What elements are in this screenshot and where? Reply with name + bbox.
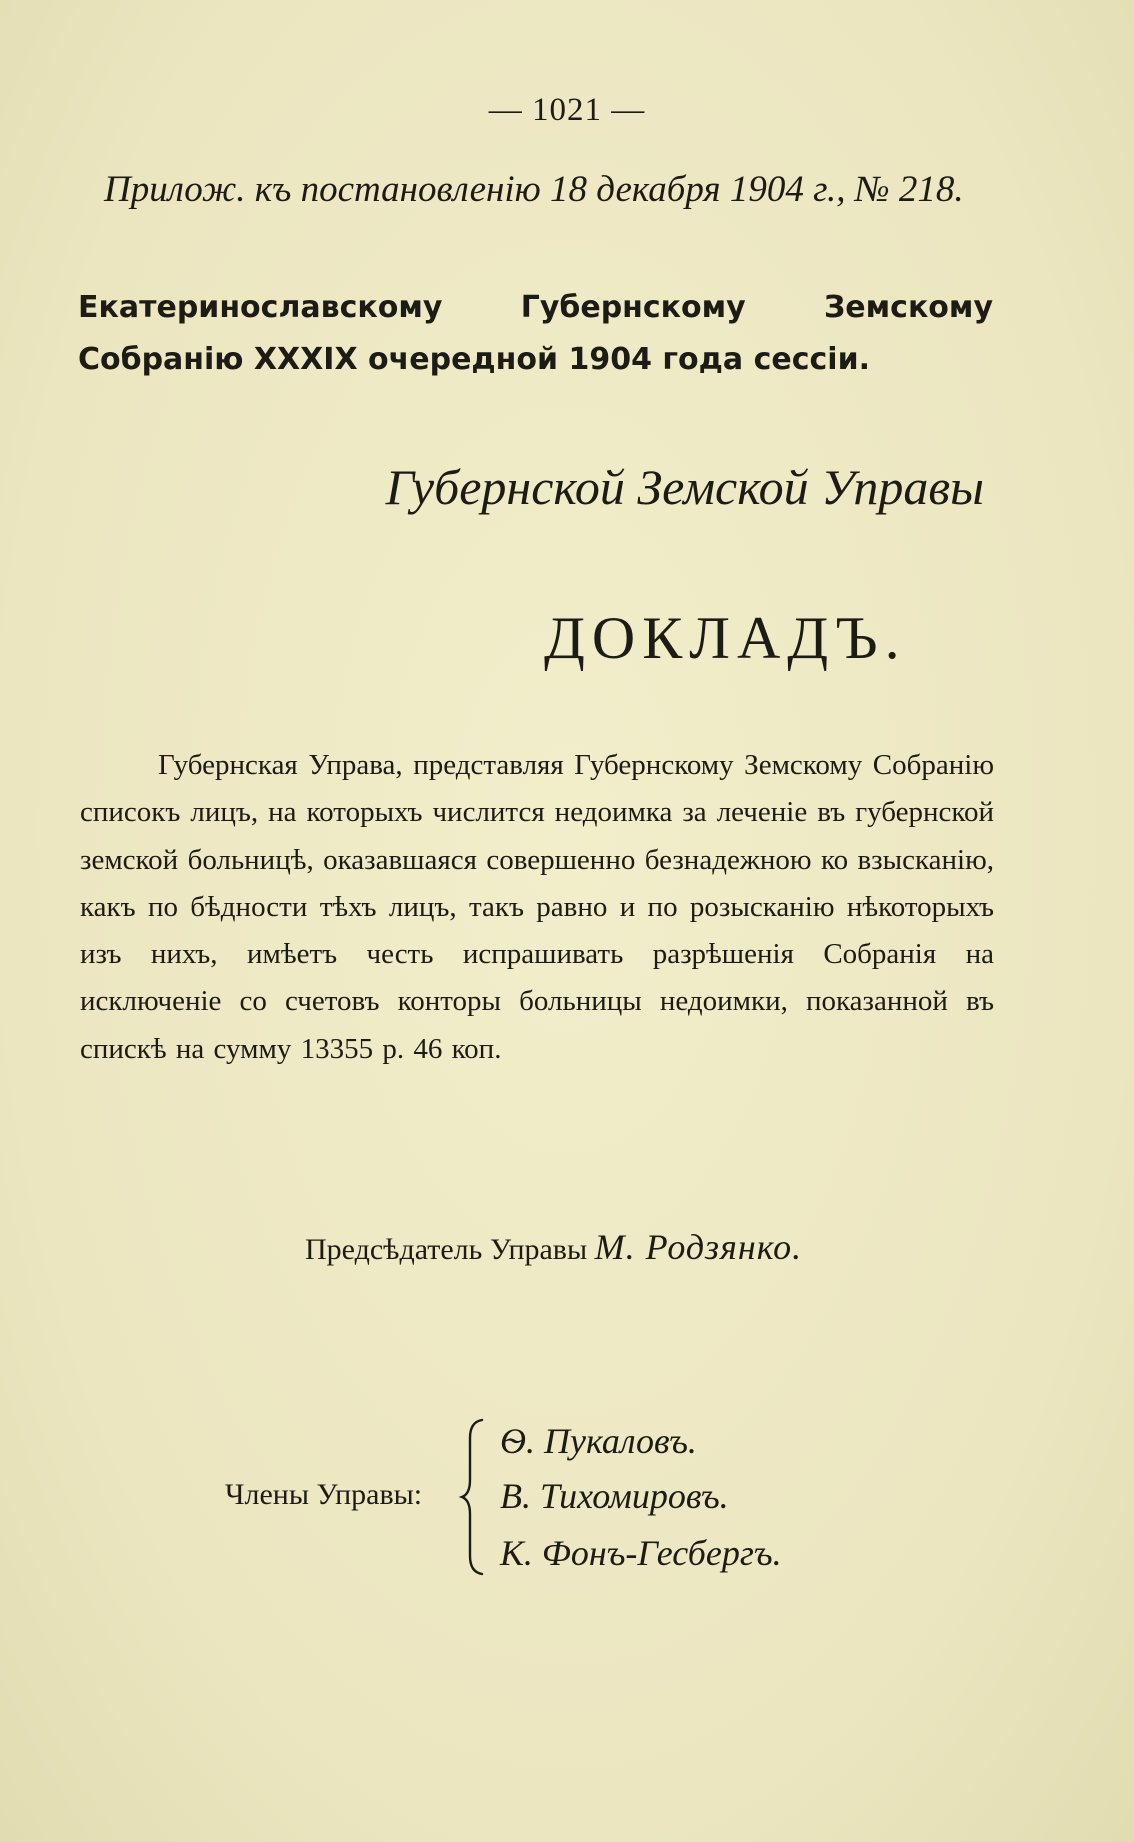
chairman-title: Предсѣдатель Управы bbox=[305, 1233, 588, 1266]
member-name: В. Тихомировъ. bbox=[500, 1476, 729, 1516]
page-number: — 1021 — bbox=[488, 92, 646, 128]
appendix-note: Прилож. къ постановленію 18 декабря 1904 г., № 218. bbox=[104, 169, 964, 210]
left-brace-icon bbox=[458, 1418, 488, 1576]
members-label: Члены Управы: bbox=[225, 1478, 423, 1511]
chairman-signature bbox=[305, 1226, 802, 1268]
report-body-paragraph: Губернская Управа, представляя Губернскому Земскому Собранію списокъ лицъ, на которыхъ числится недоимка за леченіе въ губернской земской больницѣ, оказавшаяся совершенно безнадежною ко взысканію, какъ по бѣдности тѣхъ лицъ, такъ равно и по розысканію нѣкоторыхъ изъ нихъ, имѣетъ честь испрашивать разрѣшенія Собранія на исключеніе со счетовъ конторы больницы недоимки, показанной въ спискѣ на сумму 13355 р. 46 коп. bbox=[80, 749, 994, 1065]
member-name: Ѳ. Пукаловъ. bbox=[500, 1421, 697, 1461]
chairman-name: М. Родзянко. bbox=[594, 1227, 803, 1267]
document-title: ДОКЛАДЪ. bbox=[544, 605, 907, 671]
member-name: К. Фонъ-Гесбергъ. bbox=[500, 1533, 782, 1573]
authority-heading: Губернской Земской Управы bbox=[385, 459, 984, 515]
addressee-heading: Екатеринославскому Губернскому Земскому Собранію XXXIX очередной 1904 года сессіи. bbox=[78, 290, 993, 377]
